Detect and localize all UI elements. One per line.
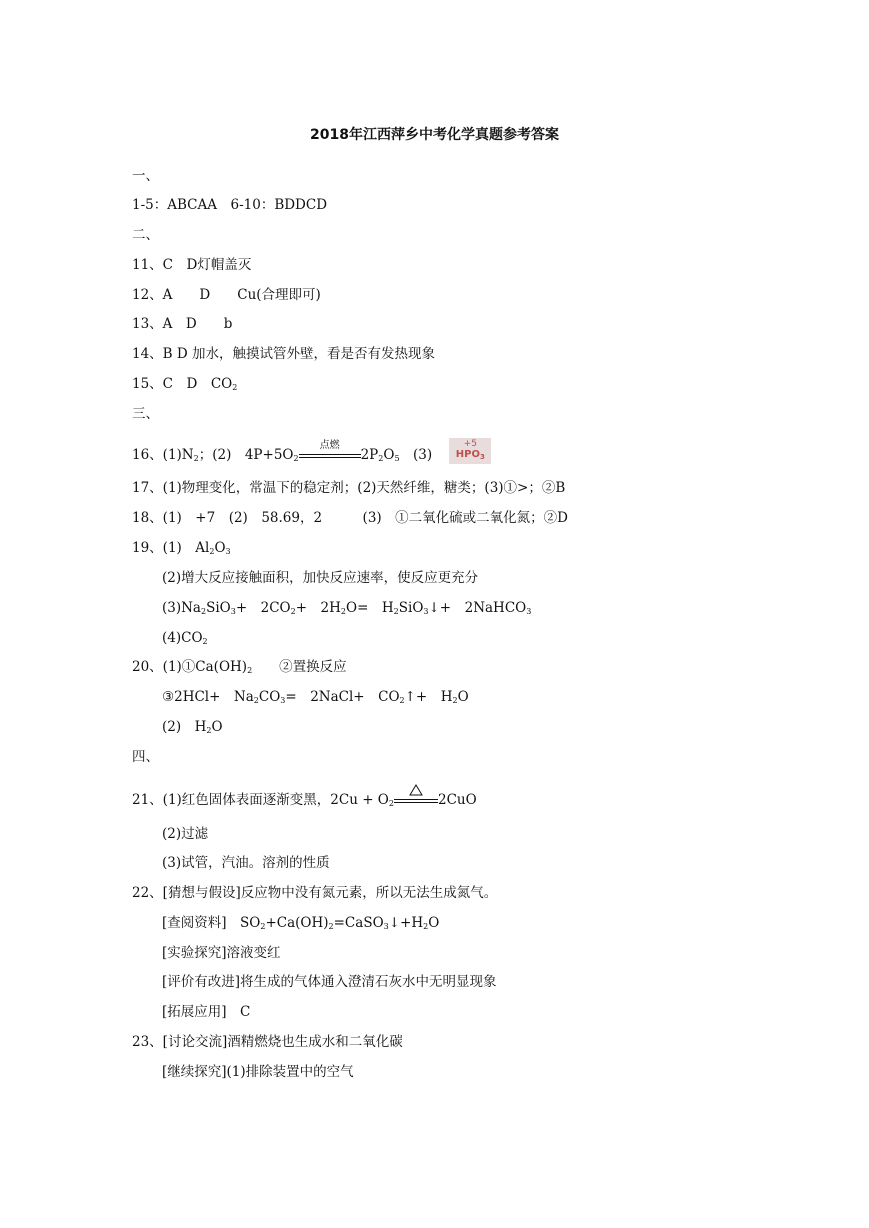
answer-19-2: (2)增大反应接触面积，加快反应速率，使反应更充分 bbox=[162, 570, 479, 586]
answer-18: 18、(1) +7 (2) 58.69，2 (3) ①二氧化硫或二氧化氮；②D bbox=[132, 510, 569, 526]
answer-21-1: 21、(1)红色固体表面逐渐变黑，$2Cu + O_2$ 2CuO bbox=[132, 790, 477, 810]
answer-19-4: $(4)CO_2$ bbox=[162, 630, 208, 646]
answer-19-3: $(3)Na_2SiO_3+$ $2CO_2+$ $2H_2O=$ $H_2SiO_3↓+$ 2NaHCO$_3$ bbox=[162, 600, 532, 616]
page-title: 2018年江西萍乡中考化学真题参考答案 bbox=[310, 127, 559, 143]
answer-12: 12、A D Cu(合理即可) bbox=[132, 287, 321, 303]
answer-20-3: (2) $H_2O$ bbox=[162, 719, 223, 735]
answer-11: 11、C D灯帽盖灭 bbox=[132, 257, 252, 273]
answer-23-2: [继续探究](1)排除装置中的空气 bbox=[162, 1064, 354, 1080]
reaction-arrow bbox=[299, 440, 361, 465]
heating-arrow bbox=[394, 790, 438, 810]
answer-21-2: (2)过滤 bbox=[162, 826, 209, 842]
section-heading-one: 一、 bbox=[132, 168, 159, 184]
answer-22-5: [拓展应用] C bbox=[162, 1004, 251, 1020]
section-heading-three: 三、 bbox=[132, 406, 159, 422]
answer-20-1: 20、$(1)①Ca(OH)_2$ ②置换反应 bbox=[132, 659, 347, 675]
answer-22-4: [评价有改进]将生成的气体通入澄清石灰水中无明显现象 bbox=[162, 974, 497, 990]
answer-16: 16、$(1)N_2$；(2) $4P+5O_2$ 点燃 $2P_2O_5$ (3) +5 $HPO_3$ bbox=[132, 445, 491, 465]
answer-15: 15、C D $CO_2$ bbox=[132, 376, 238, 392]
answer-22-1: 22、[猜想与假设]反应物中没有氮元素，所以无法生成氮气。 bbox=[132, 885, 498, 901]
hpo3-valence-image: +5 $HPO_3$ bbox=[449, 438, 491, 464]
answer-13: 13、A D b bbox=[132, 316, 233, 332]
answer-23-1: 23、[讨论交流]酒精燃烧也生成水和二氧化碳 bbox=[132, 1034, 403, 1050]
reaction-condition: 点燃 bbox=[319, 440, 340, 451]
answer-19-1: 19、(1) $Al_2O_3$ bbox=[132, 540, 231, 556]
answer-20-2: ③2HCl+ $Na_2CO_3=$ 2NaCl+ $CO_2↑+$ $H_2O$ bbox=[162, 689, 469, 705]
answer-22-3: [实验探究]溶液变红 bbox=[162, 945, 281, 961]
answer-17: 17、(1)物理变化，常温下的稳定剂；(2)天然纤维，糖类；(3)①>；②B bbox=[132, 480, 566, 496]
answer-1-10: 1-5：ABCAA 6-10：BDDCD bbox=[132, 197, 328, 213]
answer-14: 14、B D 加水，触摸试管外壁，看是否有发热现象 bbox=[132, 346, 436, 362]
answer-21-3: (3)试管，汽油。溶剂的性质 bbox=[162, 855, 330, 871]
delta-heat-icon bbox=[409, 784, 423, 796]
section-heading-two: 二、 bbox=[132, 227, 159, 243]
answer-22-2: [查阅资料] $SO_2+Ca(OH)_2=CaSO_3↓+H_2O$ bbox=[162, 915, 440, 931]
section-heading-four: 四、 bbox=[132, 749, 159, 765]
